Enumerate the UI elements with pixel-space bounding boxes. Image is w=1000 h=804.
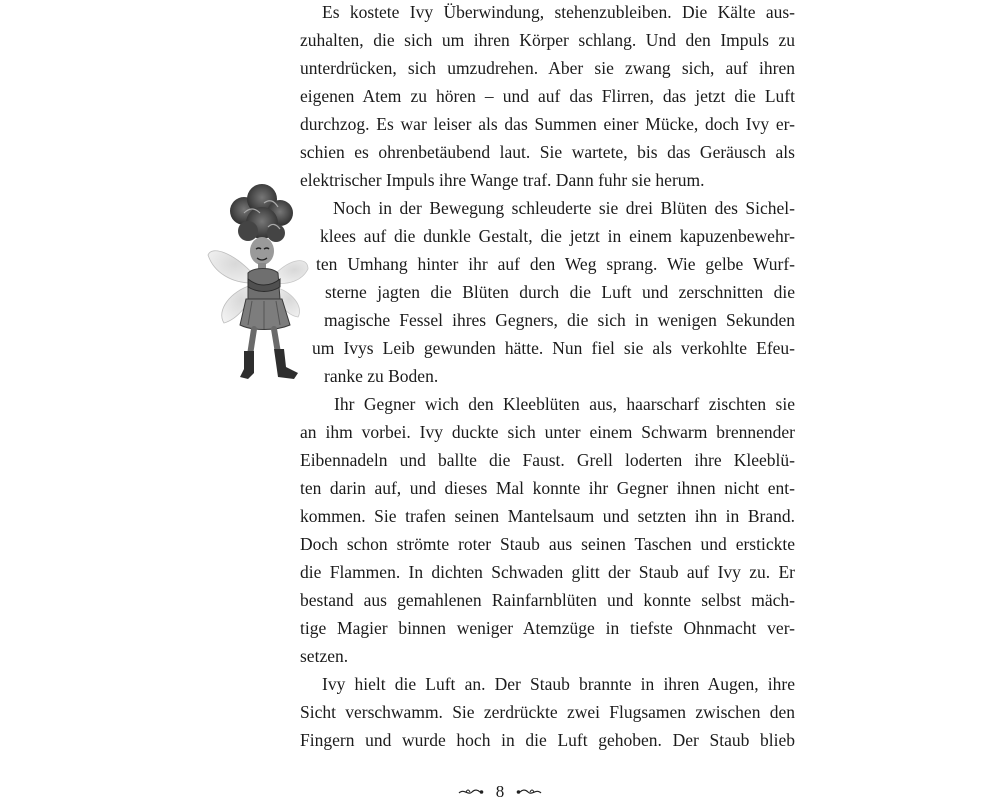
text-line: ten Umhang hinter ihr auf den Weg sprang. Wie gelbe Wurf-	[316, 254, 795, 274]
text-line: bestand aus gemahlenen Rainfarnblüten und konnte selbst mäch-	[300, 590, 795, 610]
text-line: Es kostete Ivy Überwindung, stehenzubleiben. Die Kälte aus-	[322, 2, 795, 22]
text-line: ten darin auf, und dieses Mal konnte ihr Gegner ihnen nicht ent-	[300, 478, 795, 498]
fairy-illustration-icon	[204, 183, 312, 388]
text-line: Eibennadeln und ballte die Faust. Grell loderten ihre Kleeblü-	[300, 450, 795, 470]
text-line: um Ivys Leib gewunden hätte. Nun fiel sie als verkohlte Efeu-	[312, 338, 795, 358]
text-line: zuhalten, die sich um ihren Körper schlang. Und den Impuls zu	[300, 30, 795, 50]
text-line: setzen.	[300, 646, 349, 666]
text-line: Sicht verschwamm. Sie zerdrückte zwei Flugsamen zwischen den	[300, 702, 795, 722]
text-line: elektrischer Impuls ihre Wange traf. Dann fuhr sie herum.	[300, 170, 705, 190]
text-line: Ivy hielt die Luft an. Der Staub brannte in ihren Augen, ihre	[322, 674, 795, 694]
text-line: unterdrücken, sich umzudrehen. Aber sie zwang sich, auf ihren	[300, 58, 795, 78]
text-line: Doch schon strömte roter Staub aus seinen Taschen und erstickte	[300, 534, 795, 554]
text-line: eigenen Atem zu hören – und auf das Flirren, das jetzt die Luft	[300, 86, 795, 106]
text-line: kommen. Sie trafen seinen Mantelsaum und setzten ihn in Brand.	[300, 506, 795, 526]
flourish-ornament-icon	[516, 786, 542, 798]
page-number: 8	[495, 782, 505, 801]
text-line: magische Fessel ihres Gegners, die sich in wenigen Sekunden	[324, 310, 795, 330]
flourish-ornament-icon	[458, 786, 484, 798]
text-line: an ihm vorbei. Ivy duckte sich unter einem Schwarm brennender	[300, 422, 795, 442]
text-line: schien es ohrenbetäubend laut. Sie wartete, bis das Geräusch als	[300, 142, 795, 162]
text-line: die Flammen. In dichten Schwaden glitt der Staub auf Ivy zu. Er	[300, 562, 795, 582]
text-line: sterne jagten die Blüten durch die Luft und zerschnitten die	[325, 282, 795, 302]
text-line: tige Magier binnen weniger Atemzüge in tiefste Ohnmacht ver-	[300, 618, 795, 638]
text-line: Ihr Gegner wich den Kleeblüten aus, haarscharf zischten sie	[334, 394, 795, 414]
text-line: Fingern und wurde hoch in die Luft gehoben. Der Staub blieb	[300, 730, 795, 750]
text-line: klees auf die dunkle Gestalt, die jetzt in einem kapuzenbewehr-	[320, 226, 795, 246]
text-line: durchzog. Es war leiser als das Summen einer Mücke, doch Ivy er-	[300, 114, 795, 134]
page-footer	[0, 780, 1000, 804]
text-line: Noch in der Bewegung schleuderte sie drei Blüten des Sichel-	[333, 198, 795, 218]
text-line: ranke zu Boden.	[324, 366, 439, 386]
